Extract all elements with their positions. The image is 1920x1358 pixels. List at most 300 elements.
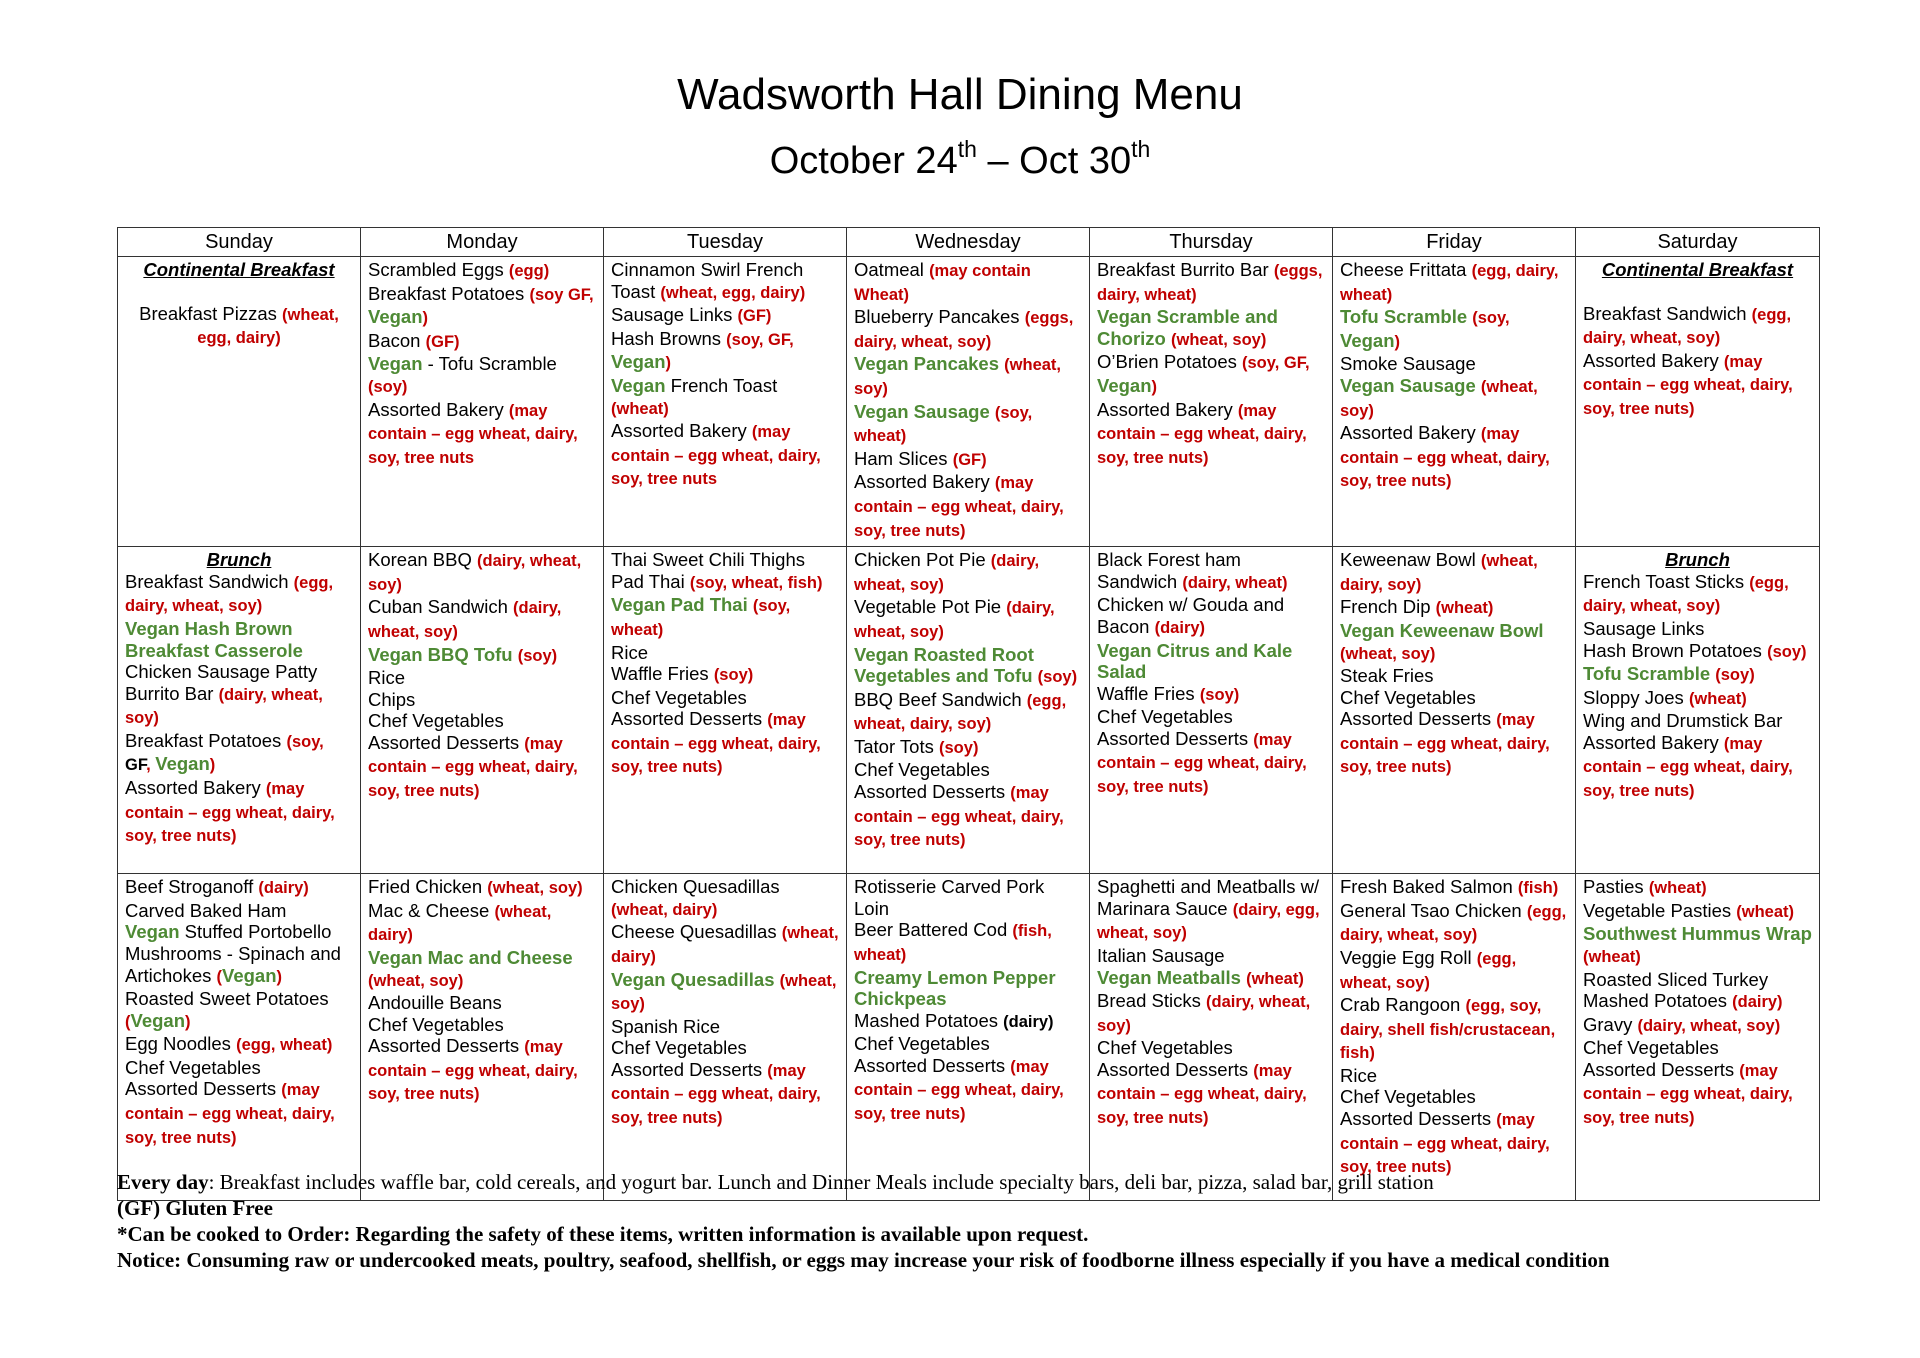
menu-item	[368, 644, 596, 668]
vegan-label: Vegan	[222, 964, 277, 986]
menu-item	[368, 900, 596, 947]
vegan-label: Vegan	[611, 374, 666, 396]
item-text: Pasties	[1583, 876, 1649, 898]
item-text: Andouille Beans	[368, 992, 502, 1014]
item-text: Chef Vegetables	[854, 1033, 990, 1055]
allergen-note: (soy)	[1037, 668, 1078, 687]
menu-item	[1097, 549, 1325, 594]
menu-cell-sunday-dinner	[118, 874, 361, 1201]
menu-cell-friday-dinner	[1333, 874, 1576, 1201]
item-text: Chicken Quesadillas	[611, 876, 780, 898]
item-text: Carved Baked Ham	[125, 899, 287, 921]
item-text: O’Brien Potatoes	[1097, 351, 1242, 373]
menu-item	[125, 730, 353, 777]
item-text: Wing and Drumstick Bar	[1583, 710, 1783, 732]
item-text: Veggie Egg Roll	[1340, 946, 1477, 968]
item-text: French Toast Sticks	[1583, 570, 1750, 592]
vegan-label: Tofu Scramble	[1583, 663, 1716, 685]
vegan-label: Vegan Pancakes	[854, 353, 1005, 375]
allergen-note: (may contain – egg wheat, dairy, soy, tree nuts)	[368, 1038, 578, 1104]
item-text: Chicken Pot Pie	[854, 549, 991, 571]
menu-item	[611, 594, 839, 641]
allergen-note: (egg, dairy, wheat, soy)	[125, 573, 334, 616]
item-text: Mashed Potatoes	[1583, 990, 1733, 1012]
menu-item	[1340, 549, 1568, 596]
menu-item	[1340, 994, 1568, 1065]
menu-item	[611, 304, 839, 328]
item-text: Roasted Sweet Potatoes	[125, 988, 329, 1010]
menu-cell-wednesday-lunch	[847, 547, 1090, 874]
item-text: Chef Vegetables	[1583, 1037, 1719, 1059]
allergen-note: )	[665, 354, 671, 373]
menu-item	[368, 549, 596, 596]
item-text: GF	[125, 756, 147, 775]
allergen-note: ,	[146, 756, 156, 775]
allergen-note: (may contain – egg wheat, dairy, soy, tree nuts)	[125, 780, 335, 846]
menu-item	[1097, 967, 1325, 991]
menu-item	[1340, 306, 1568, 353]
vegan-label: Vegan Pad Thai	[611, 594, 753, 616]
item-text: Stuffed Portobello Mushrooms - Spinach and Artichokes	[125, 921, 341, 986]
allergen-note: (may contain – egg wheat, dairy, soy, tree nuts)	[1340, 1111, 1550, 1177]
menu-row-breakfast	[118, 257, 1820, 547]
allergen-note: (wheat, soy)	[368, 971, 464, 990]
meal-heading: Continental Breakfast	[143, 259, 335, 280]
menu-item	[1583, 990, 1812, 1014]
item-text: Chef Vegetables	[125, 1056, 261, 1078]
menu-item	[1583, 900, 1812, 924]
menu-item	[1583, 732, 1812, 803]
menu-item	[1097, 945, 1325, 967]
allergen-note: (wheat, dairy, soy)	[1340, 552, 1538, 594]
item-text: Tator Tots	[854, 735, 940, 757]
allergen-note: (dairy, egg, wheat, soy)	[1097, 900, 1320, 943]
menu-item	[1340, 1065, 1568, 1087]
allergen-note: (	[125, 1012, 131, 1031]
item-text: Beef Stroganoff	[125, 876, 259, 898]
menu-cell-monday-dinner	[361, 874, 604, 1201]
vegan-label: Vegan	[1097, 374, 1152, 396]
item-text: Mac & Cheese	[368, 899, 495, 921]
page-title: Wadsworth Hall Dining Menu	[677, 70, 1243, 119]
gluten-free-note: (GF) Gluten Free	[117, 1196, 273, 1220]
item-text: Assorted Desserts	[854, 1054, 1011, 1076]
item-text: Oatmeal	[854, 259, 930, 280]
item-text: Breakfast Pizzas	[139, 302, 283, 324]
allergen-note: (may contain – egg wheat, dairy, soy, tree nuts	[611, 423, 821, 489]
meal-heading: Brunch	[1665, 549, 1730, 571]
menu-item	[611, 1059, 839, 1130]
item-text: Assorted Desserts	[854, 781, 1011, 803]
item-text: Assorted Desserts	[1097, 727, 1254, 749]
menu-item	[1583, 710, 1812, 732]
item-text: Assorted Bakery	[611, 420, 752, 442]
day-header-monday: Monday	[361, 228, 604, 257]
item-text: (dairy)	[1003, 1012, 1054, 1031]
menu-item	[611, 663, 839, 687]
allergen-note: )	[185, 1012, 191, 1031]
item-text: Assorted Bakery	[368, 398, 509, 420]
menu-item	[125, 661, 353, 683]
item-text: Assorted Desserts	[1097, 1058, 1254, 1080]
allergen-note: (wheat, soy)	[1340, 644, 1436, 663]
item-text: - Tofu Scramble	[422, 353, 557, 375]
date-end-suffix: th	[1131, 136, 1151, 162]
vegan-label: Vegan Quesadillas	[611, 968, 780, 990]
allergen-note: (may contain – egg wheat, dairy, soy, tree nuts)	[125, 1081, 335, 1147]
menu-item	[854, 259, 1082, 306]
item-text: Breakfast Sandwich	[1583, 302, 1752, 324]
item-text: Smoke Sausage	[1340, 353, 1476, 375]
menu-item	[125, 876, 353, 900]
menu-item	[1340, 665, 1568, 687]
menu-item	[1097, 1037, 1325, 1059]
menu-item	[611, 642, 839, 664]
item-text: Chef Vegetables	[1340, 1086, 1476, 1108]
allergen-note: (fish, wheat)	[854, 922, 1052, 964]
menu-cell-tuesday-dinner	[604, 874, 847, 1201]
menu-item	[125, 921, 353, 988]
allergen-note: (soy, GF,	[1242, 354, 1310, 373]
menu-item	[1097, 876, 1325, 945]
item-text: Chips	[368, 688, 416, 710]
menu-item	[1340, 900, 1568, 947]
menu-item	[854, 689, 1082, 736]
menu-item	[1583, 618, 1812, 640]
menu-item	[1097, 399, 1325, 470]
menu-item	[368, 1035, 596, 1106]
menu-item	[1583, 1037, 1812, 1059]
menu-cell-friday-breakfast	[1333, 257, 1576, 547]
menu-cell-wednesday-breakfast	[847, 257, 1090, 547]
item-text: Assorted Desserts	[125, 1078, 282, 1100]
vegan-label: Vegan Citrus and Kale Salad	[1097, 639, 1293, 683]
item-text: Chef Vegetables	[1340, 686, 1476, 708]
menu-item	[854, 759, 1082, 781]
day-header-sunday: Sunday	[118, 228, 361, 257]
menu-cell-thursday-lunch	[1090, 547, 1333, 874]
allergen-note: (may contain – egg wheat, dairy, soy, tree nuts)	[854, 474, 1064, 540]
vegan-label: Vegan Mac and Cheese	[368, 946, 573, 968]
menu-item	[1097, 259, 1325, 306]
menu-item	[368, 259, 596, 283]
everyday-note	[117, 1169, 1837, 1195]
menu-item	[125, 1057, 353, 1079]
menu-cell-saturday-dinner	[1576, 874, 1820, 1201]
menu-item	[1097, 351, 1325, 398]
allergen-note: (soy, wheat, fish)	[689, 573, 823, 592]
item-text: Fresh Baked Salmon	[1340, 876, 1518, 898]
allergen-note: (may contain – egg wheat, dairy, soy, tree nuts)	[1097, 401, 1307, 467]
menu-cell-thursday-breakfast	[1090, 257, 1333, 547]
allergen-note: (soy)	[939, 738, 979, 757]
allergen-note: (dairy)	[258, 879, 309, 898]
menu-item	[854, 596, 1082, 643]
allergen-note: (dairy, wheat, soy)	[368, 599, 562, 641]
menu-item	[1583, 663, 1812, 687]
allergen-note: (wheat, egg, dairy)	[197, 305, 339, 348]
vegan-label: Vegan	[155, 753, 210, 775]
menu-item	[1097, 728, 1325, 799]
allergen-note: (egg, dairy, wheat)	[1340, 262, 1559, 304]
menu-item	[854, 549, 1082, 596]
menu-item	[611, 375, 839, 420]
menu-item	[125, 1078, 353, 1149]
allergen-note: (dairy, wheat, soy)	[368, 552, 582, 594]
menu-item	[854, 644, 1082, 689]
day-header-thursday: Thursday	[1090, 228, 1333, 257]
menu-item	[368, 992, 596, 1014]
allergen-note: (wheat, dairy)	[611, 900, 718, 919]
item-text: Cheese Frittata	[1340, 259, 1472, 280]
item-text: Cinnamon Swirl French Toast	[611, 259, 804, 302]
item-text: Breakfast Potatoes	[368, 282, 530, 304]
item-text: Assorted Bakery	[854, 471, 995, 493]
menu-item	[611, 876, 839, 921]
menu-item	[854, 967, 1082, 1010]
menu-table	[117, 227, 1820, 1201]
menu-item	[368, 667, 596, 689]
menu-item	[125, 303, 353, 350]
day-header-row	[118, 228, 1820, 257]
allergen-note: (wheat)	[1246, 969, 1304, 988]
day-header-friday: Friday	[1333, 228, 1576, 257]
vegan-label: Vegan	[368, 353, 423, 375]
menu-item	[611, 549, 839, 571]
menu-item	[1340, 1086, 1568, 1108]
allergen-note: (may contain – egg wheat, dairy, soy, tree nuts)	[1583, 1061, 1793, 1128]
menu-item	[368, 1014, 596, 1036]
vegan-label: Vegan Sausage	[854, 400, 995, 422]
allergen-note: (eggs, dairy, wheat)	[1097, 262, 1323, 304]
menu-item	[1583, 923, 1812, 968]
item-text: Assorted Bakery	[1097, 398, 1238, 420]
item-text: Keweenaw Bowl	[1340, 549, 1481, 571]
item-text: Black Forest ham Sandwich	[1097, 549, 1241, 592]
menu-item	[1097, 990, 1325, 1037]
menu-item	[368, 732, 596, 803]
allergen-note: (may contain – egg wheat, dairy, soy, tree nuts)	[1583, 352, 1793, 418]
item-text: Blueberry Pancakes	[854, 306, 1025, 328]
menu-item	[1340, 620, 1568, 665]
menu-item	[854, 353, 1082, 400]
allergen-note: (dairy, wheat)	[1182, 573, 1288, 592]
menu-item	[1340, 708, 1568, 779]
allergen-note: (wheat)	[1648, 879, 1707, 898]
allergen-note: (soy)	[368, 377, 408, 396]
item-text: Assorted Bakery	[1340, 422, 1481, 444]
menu-item	[611, 687, 839, 709]
allergen-note: (soy, GF,	[726, 330, 794, 349]
item-text: Chicken Sausage Patty	[125, 661, 318, 683]
menu-item	[1583, 350, 1812, 421]
item-text: Gravy	[1583, 1013, 1638, 1035]
vegan-label: Vegan Roasted Root Vegetables and Tofu	[854, 643, 1038, 687]
item-text: Chef Vegetables	[1097, 706, 1233, 728]
vegan-label: Vegan Scramble and Chorizo	[1097, 306, 1278, 349]
allergen-note: (may contain – egg wheat, dairy, soy, tree nuts)	[854, 1057, 1064, 1124]
allergen-note: (wheat, soy)	[1171, 330, 1267, 349]
menu-item	[125, 683, 353, 730]
menu-item	[1583, 571, 1812, 618]
menu-item	[611, 1037, 839, 1059]
item-text: Chef Vegetables	[611, 1037, 747, 1059]
menu-item	[1340, 259, 1568, 306]
menu-item	[1583, 876, 1812, 900]
menu-item	[1583, 303, 1812, 350]
allergen-note: (GF)	[952, 450, 987, 469]
menu-item	[611, 708, 839, 779]
allergen-note: (soy)	[1767, 642, 1807, 661]
menu-cell-wednesday-dinner	[847, 874, 1090, 1201]
item-text: BBQ Beef Sandwich	[854, 688, 1027, 710]
allergen-note: (may contain – egg wheat, dairy, soy, tree nuts)	[1097, 730, 1307, 797]
menu-item	[125, 618, 353, 661]
spacer	[125, 281, 353, 303]
allergen-note: (may contain – egg wheat, dairy, soy, tree nuts)	[1583, 734, 1793, 801]
item-text: Breakfast Sandwich	[125, 570, 294, 592]
menu-item	[125, 900, 353, 922]
menu-item	[854, 448, 1082, 472]
menu-item	[611, 969, 839, 1016]
date-separator: – Oct 30	[976, 140, 1132, 182]
vegan-label: Tofu Scramble	[1340, 306, 1473, 328]
menu-item	[1583, 1014, 1812, 1038]
everyday-text: : Breakfast includes waffle bar, cold cereals, and yogurt bar. Lunch and Dinner Meals include specialty bars, deli bar, pizza, salad bar, grill station	[208, 1170, 1434, 1194]
menu-item	[854, 1033, 1082, 1055]
allergen-note: )	[1151, 377, 1157, 396]
allergen-note: )	[1394, 332, 1400, 351]
allergen-note: )	[276, 967, 283, 986]
menu-item	[125, 571, 353, 618]
item-text: Sausage Links	[611, 304, 738, 326]
menu-item	[1583, 1059, 1812, 1130]
allergen-note: (may contain Wheat)	[854, 262, 1031, 304]
item-text: Rice	[611, 641, 649, 663]
allergen-note: (egg, dairy, wheat, soy)	[1583, 573, 1789, 616]
allergen-note: (	[216, 967, 223, 986]
item-text: Breakfast Burrito Bar	[1097, 259, 1274, 280]
item-text: Assorted Desserts	[611, 708, 768, 730]
allergen-note: (may contain – egg wheat, dairy, soy, tree nuts)	[1340, 425, 1550, 491]
menu-cell-sunday-breakfast	[118, 257, 361, 547]
date-start: October 24	[769, 140, 958, 182]
menu-item	[854, 1055, 1082, 1126]
menu-item	[368, 330, 596, 354]
vegan-label: Vegan	[130, 1009, 185, 1031]
item-text: French Toast	[665, 374, 778, 396]
item-text: Hash Browns	[611, 327, 727, 349]
allergen-note: (GF)	[425, 332, 460, 351]
item-text: Roasted Sliced Turkey	[1583, 968, 1769, 990]
allergen-note: (may contain – egg wheat, dairy, soy, tree nuts)	[854, 784, 1064, 850]
item-text: Assorted Desserts	[1583, 1058, 1740, 1080]
menu-cell-friday-lunch	[1333, 547, 1576, 874]
menu-item	[1097, 640, 1325, 683]
item-text: Assorted Bakery	[1583, 731, 1724, 753]
menu-item	[1097, 1059, 1325, 1130]
allergen-note: (may contain – egg wheat, dairy, soy, tree nuts)	[611, 711, 821, 777]
item-text: Assorted Bakery	[1583, 349, 1724, 371]
menu-item	[854, 401, 1082, 448]
item-text: Assorted Desserts	[368, 731, 525, 753]
allergen-note: (wheat)	[611, 399, 669, 418]
item-text: Burrito Bar	[125, 682, 219, 704]
allergen-note: (egg, wheat, soy)	[1340, 949, 1517, 992]
item-text: Waffle Fries	[611, 663, 714, 685]
item-text: Waffle Fries	[1097, 682, 1200, 704]
item-text: Cuban Sandwich	[368, 596, 514, 618]
item-text: Vegetable Pot Pie	[854, 596, 1007, 618]
day-header-tuesday: Tuesday	[604, 228, 847, 257]
menu-cell-tuesday-lunch	[604, 547, 847, 874]
allergen-note: (wheat, soy)	[854, 356, 1061, 398]
menu-item	[854, 781, 1082, 852]
item-text: Hash Brown Potatoes	[1583, 639, 1768, 661]
allergen-note: (soy,	[1472, 309, 1510, 328]
allergen-note: (wheat)	[1736, 902, 1794, 921]
menu-item	[1583, 640, 1812, 664]
food-safety-notice: Notice: Consuming raw or undercooked meats, poultry, seafood, shellfish, or eggs may increase your risk of foodborne illness especially if you have a medical condition	[117, 1248, 1610, 1272]
allergen-note: (soy)	[1715, 666, 1755, 685]
allergen-note: )	[422, 309, 428, 328]
allergen-note: (may contain – egg wheat, dairy, soy, tree nuts)	[611, 1061, 821, 1128]
allergen-note: (soy GF,	[529, 285, 594, 304]
menu-item	[125, 777, 353, 848]
item-text: Scrambled Eggs	[368, 259, 509, 280]
item-text: Assorted Desserts	[611, 1058, 768, 1080]
menu-item	[1583, 969, 1812, 991]
allergen-note: (wheat, dairy)	[611, 924, 839, 966]
allergen-note: (soy, wheat)	[854, 403, 1033, 446]
item-text: Beer Battered Cod	[854, 919, 1013, 941]
menu-item	[368, 947, 596, 992]
item-text: Bacon	[368, 329, 426, 351]
allergen-note: (dairy, wheat, soy)	[1097, 993, 1311, 1035]
allergen-note: (wheat)	[1583, 947, 1641, 966]
menu-item	[125, 1033, 353, 1057]
menu-item	[1340, 422, 1568, 493]
menu-item	[611, 328, 839, 375]
item-text: Chef Vegetables	[854, 759, 990, 781]
menu-item	[854, 1010, 1082, 1034]
allergen-note: (soy)	[1199, 685, 1240, 704]
item-text: Steak Fries	[1340, 665, 1434, 687]
allergen-note: (wheat, dairy)	[368, 902, 552, 945]
allergen-note: (GF)	[737, 307, 772, 326]
allergen-note: (soy)	[517, 646, 558, 665]
allergen-note: (dairy, wheat, soy)	[854, 552, 1040, 594]
menu-cell-sunday-lunch	[118, 547, 361, 874]
spacer	[1583, 281, 1812, 303]
allergen-note: (soy, wheat)	[611, 597, 791, 639]
vegan-label: Vegan	[1340, 329, 1395, 351]
vegan-label: Vegan	[368, 306, 423, 328]
menu-item	[1097, 594, 1325, 639]
vegan-label: Vegan Hash Brown Breakfast Casserole	[125, 617, 303, 661]
menu-item	[368, 353, 596, 398]
allergen-note: (egg, wheat)	[236, 1036, 333, 1055]
allergen-note: (soy,	[286, 732, 324, 751]
item-text: Mashed Potatoes	[854, 1009, 1004, 1031]
item-text: Spaghetti and Meatballs w/ Marinara Sauce	[1097, 876, 1320, 919]
menu-item	[854, 919, 1082, 966]
date-range	[0, 136, 1920, 183]
item-text: Chef Vegetables	[368, 710, 504, 732]
allergen-note: (dairy, wheat, soy)	[125, 685, 323, 728]
menu-row-lunch	[118, 547, 1820, 874]
everyday-label: Every day	[117, 1170, 209, 1194]
